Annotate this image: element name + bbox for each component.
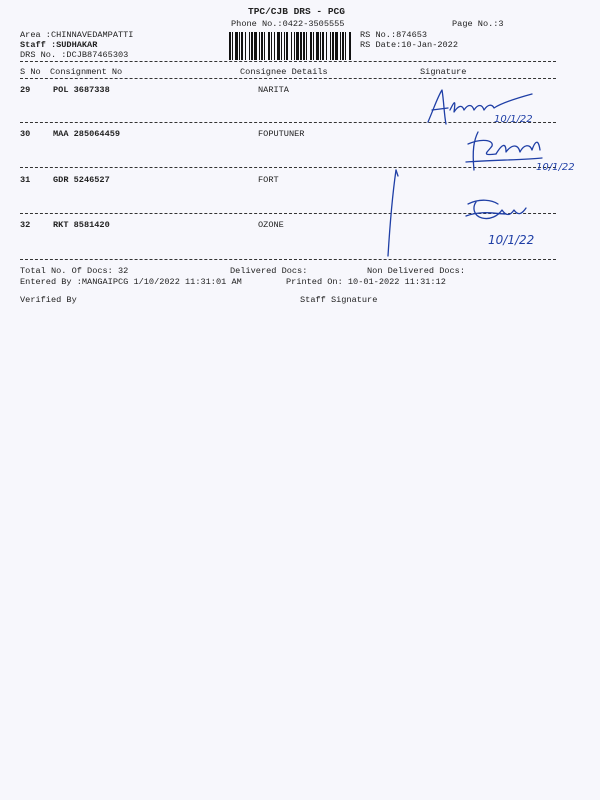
barcode-bar [277,32,280,60]
barcode-bar [342,32,344,60]
barcode-bar [274,32,275,60]
barcode [228,32,354,60]
rs-number: RS No.:874653 [360,30,428,40]
barcode-bar [313,32,314,60]
total-docs: Total No. Of Docs: 32 [20,266,129,276]
header-divider [20,61,556,62]
area-label: Area :CHINNAVEDAMPATTI [20,30,134,40]
non-delivered-docs: Non Delivered Docs: [367,266,465,276]
staff-signature-label: Staff Signature [300,295,378,305]
column-header-consignee: Consignee Details [240,67,328,77]
barcode-bar [322,32,324,60]
column-header-consignment: Consignment No [50,67,123,77]
verified-by-label: Verified By [20,295,77,305]
barcode-bar [229,32,231,60]
barcode-bar [264,32,265,60]
barcode-bar [296,32,299,60]
barcode-bar [249,32,250,60]
row-consignee: FOPUTUNER [258,129,305,139]
table-end-divider [20,259,556,260]
barcode-bar [232,32,233,60]
barcode-bar [271,32,272,60]
barcode-bar [345,32,346,60]
barcode-bar [303,32,305,60]
barcode-bar [284,32,285,60]
signature-date: 10/1/22 [536,162,575,173]
column-header-divider [20,78,556,79]
barcode-bar [310,32,312,60]
drs-number: DRS No. :DCJB87465303 [20,50,129,60]
barcode-bar [235,32,238,60]
printed-on: Printed On: 10-01-2022 11:31:12 [286,277,446,287]
barcode-bar [251,32,253,60]
row-consignee: FORT [258,175,279,185]
signature-row-30 [462,130,592,174]
column-header-sno: S No [20,67,41,77]
entered-by: Entered By :MANGAIPCG 1/10/2022 11:31:01 AM [20,277,242,287]
barcode-bar [261,32,263,60]
barcode-bar [330,32,331,60]
row-consignment-number: MAA 285064459 [53,129,121,139]
document-title: TPC/CJB DRS - PCG [248,6,345,17]
signature-row-31 [462,196,562,248]
barcode-bar [281,32,282,60]
signature-date: 10/1/22 [494,114,533,125]
barcode-bar [316,32,319,60]
barcode-bar [259,32,260,60]
row-consignment-number: GDR 5246527 [53,175,110,185]
signature-bracket [380,168,400,260]
barcode-bar [286,32,288,60]
row-sno: 30 [20,129,31,139]
rs-date: RS Date:10-Jan-2022 [360,40,458,50]
barcode-bar [241,32,243,60]
barcode-bar [332,32,334,60]
delivered-docs: Delivered Docs: [230,266,308,276]
phone-number: Phone No.:0422-3505555 [231,19,345,29]
row-sno: 29 [20,85,31,95]
page-number: Page No.:3 [452,19,504,29]
barcode-bar [239,32,240,60]
row-consignment-number: POL 3687338 [53,85,110,95]
row-consignee: OZONE [258,220,284,230]
barcode-bar [306,32,307,60]
barcode-bar [291,32,292,60]
barcode-bar [349,32,351,60]
column-header-signature: Signature [420,67,467,77]
staff-label: Staff :SUDHAKAR [20,40,98,50]
barcode-bar [245,32,246,60]
signature-date: 10/1/22 [488,233,535,247]
barcode-bar [294,32,295,60]
row-sno: 32 [20,220,31,230]
barcode-bar [300,32,302,60]
barcode-bar [254,32,257,60]
row-consignment-number: RKT 8581420 [53,220,110,230]
barcode-bar [326,32,327,60]
barcode-bar [320,32,321,60]
barcode-bar [340,32,341,60]
signature-row-29 [420,88,550,130]
row-consignee: NARITA [258,85,289,95]
barcode-bar [268,32,270,60]
row-sno: 31 [20,175,31,185]
barcode-bar [335,32,338,60]
